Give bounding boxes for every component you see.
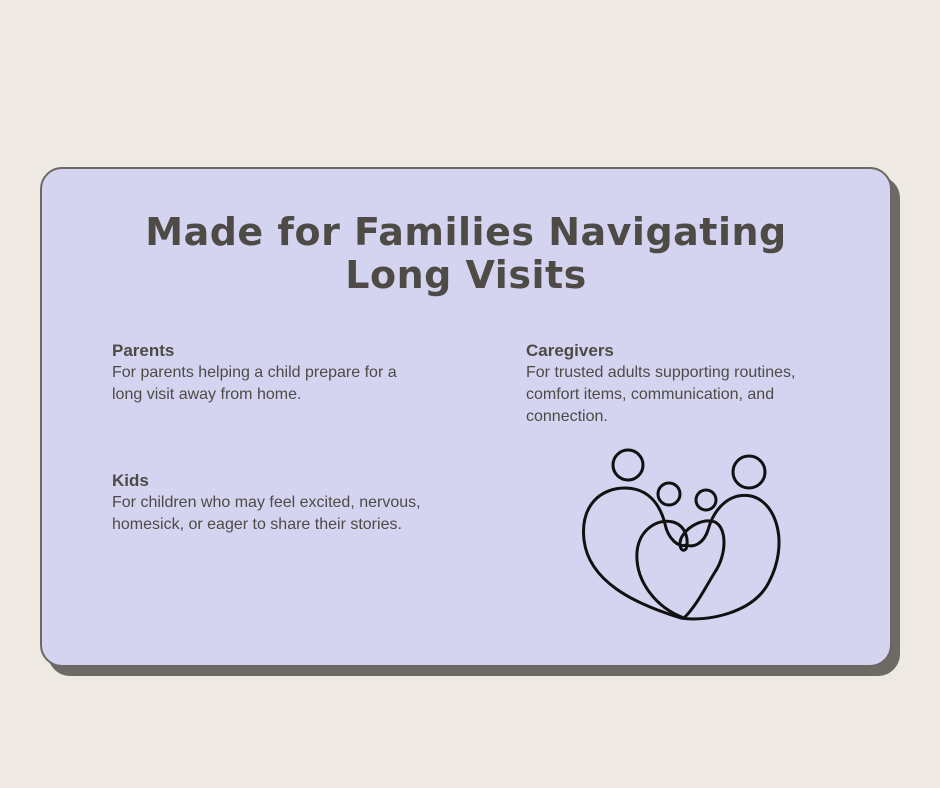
parent-left-head-icon bbox=[613, 450, 643, 480]
kids-section bbox=[112, 470, 462, 536]
caregivers-description-line-3: connection. bbox=[526, 408, 608, 425]
caregivers-description-line-2: comfort items, communication, and bbox=[526, 386, 775, 403]
parents-description bbox=[112, 362, 452, 406]
card-title-line-2: Long Visits bbox=[345, 253, 587, 297]
parents-section bbox=[112, 340, 452, 406]
parents-description-line-1: For parents helping a child prepare for a bbox=[112, 364, 397, 381]
parents-heading: Parents bbox=[112, 341, 175, 360]
caregivers-heading: Caregivers bbox=[526, 341, 614, 360]
kids-description-line-2: homesick, or eager to share their stories. bbox=[112, 516, 402, 533]
left-parent-body-icon bbox=[584, 488, 686, 618]
parents-description-line-2: long visit away from home. bbox=[112, 386, 302, 403]
caregivers-description bbox=[526, 362, 856, 428]
card-title-line-1: Made for Families Navigating bbox=[145, 210, 787, 254]
kids-description bbox=[112, 492, 462, 536]
children-heart-body-icon bbox=[637, 521, 724, 618]
family-heart-icon bbox=[575, 442, 795, 632]
kids-description-line-1: For children who may feel excited, nervous, bbox=[112, 494, 421, 511]
parent-right-head-icon bbox=[733, 456, 765, 488]
right-parent-body-icon bbox=[681, 495, 779, 619]
caregivers-description-line-1: For trusted adults supporting routines, bbox=[526, 364, 796, 381]
child-right-head-icon bbox=[696, 490, 716, 510]
kids-heading: Kids bbox=[112, 471, 149, 490]
child-left-head-icon bbox=[658, 483, 680, 505]
families-card bbox=[40, 167, 892, 667]
card-title bbox=[42, 211, 890, 297]
caregivers-section bbox=[526, 340, 856, 428]
